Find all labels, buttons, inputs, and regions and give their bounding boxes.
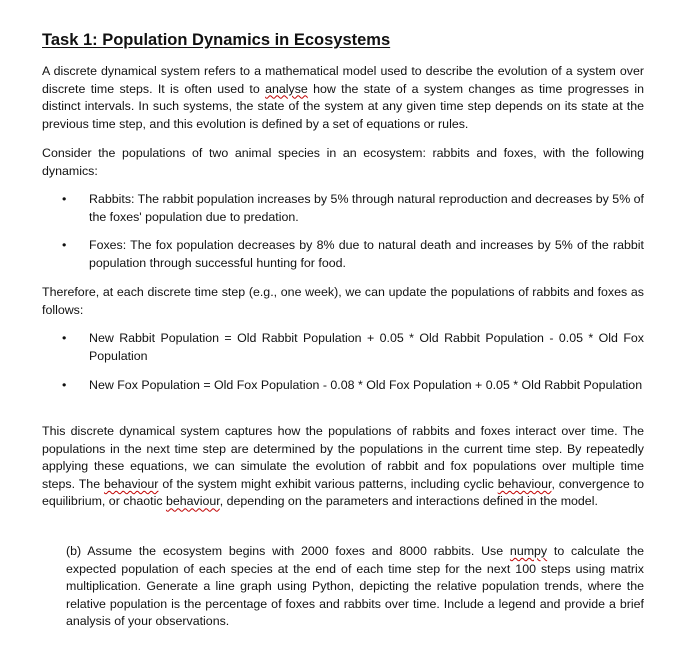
- consider-paragraph: Consider the populations of two animal species in an ecosystem: rabbits and foxes, with the following dynamics:: [42, 146, 644, 178]
- bullet-dot-icon: •: [62, 378, 67, 392]
- fox-dynamics-text: Foxes: The fox population decreases by 8% due to natural death and increases by 5% of the rabbit population through successful hunting for food.: [89, 238, 644, 270]
- fox-equation-text: New Fox Population = Old Fox Population - 0.08 * Old Fox Population + 0.05 * Old Rabbit Population: [89, 378, 643, 392]
- page-title: Task 1: Population Dynamics in Ecosystems: [42, 31, 391, 49]
- spellcheck-word-behaviour[interactable]: behaviour: [165, 494, 220, 509]
- spellcheck-word-behaviour[interactable]: behaviour: [497, 476, 552, 491]
- bullet-dot-icon: •: [62, 192, 67, 206]
- bullet-dot-icon: •: [62, 238, 67, 252]
- summary-text-3: , convergence to equilibrium, or chaotic: [42, 476, 644, 509]
- intro-text-1: A discrete dynamical system refers to a mathematical model used to describe the evolution of a system over discrete time steps. It is often used to: [42, 64, 644, 96]
- spellcheck-word-behaviour[interactable]: behaviour: [104, 476, 159, 491]
- intro-paragraph: [42, 63, 644, 133]
- question-b-text-1: (b) Assume the ecosystem begins with 2000 foxes and 8000 rabbits. Use: [66, 544, 510, 558]
- rabbit-equation-text: New Rabbit Population = Old Rabbit Population + 0.05 * Old Rabbit Population - 0.05 * Old Fox Population: [89, 331, 644, 363]
- summary-paragraph: [42, 423, 644, 511]
- therefore-paragraph: Therefore, at each discrete time step (e.g., one week), we can update the populations of rabbits and foxes as follows:: [42, 285, 644, 317]
- question-b-text-2: to calculate the expected population of each species at the end of each time step for the next 100 steps using matrix multiplication. Generate a line graph using Python, depicting the relative population trends, where the relative population is the percentage of foxes and rabbits over time. Include a legend and provide a brief analysis of your observations.: [66, 544, 644, 629]
- intro-text-2: how the state of a system changes as time progresses in distinct intervals. In such systems, the state of the system at any given time step depends on its state at the previous time step, and this evolution is defined by a set of equations or rules.: [42, 81, 644, 131]
- summary-text-1: This discrete dynamical system captures how the populations of rabbits and foxes interact over time. The populations in the next time step are determined by the populations in the current time step. By repeatedly applying these equations, we can simulate the evolution of rabbit and fox populations over multiple time steps. The: [42, 424, 644, 491]
- summary-text-4: , depending on the parameters and interactions defined in the model.: [219, 494, 598, 509]
- summary-text-2: of the system might exhibit various patterns, including cyclic: [158, 476, 498, 491]
- question-b-paragraph: [66, 543, 644, 631]
- spellcheck-word-analyse[interactable]: analyse: [265, 81, 308, 96]
- bullet-dot-icon: •: [62, 331, 67, 345]
- spellcheck-word-numpy[interactable]: numpy: [509, 544, 548, 558]
- rabbit-dynamics-text: Rabbits: The rabbit population increases by 5% through natural reproduction and decreases by 5% of the foxes' population due to predation.: [89, 192, 644, 224]
